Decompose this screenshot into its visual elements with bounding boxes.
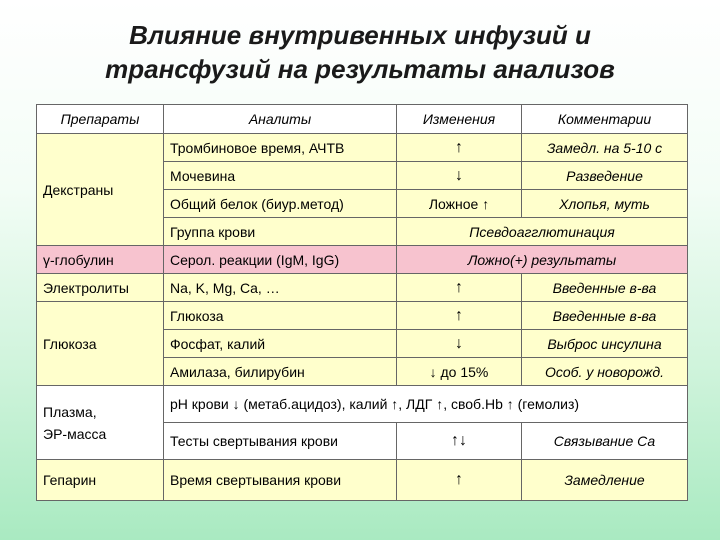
analyte-cell: Мочевина <box>164 162 397 190</box>
analyte-cell: Серол. реакции (IgM, IgG) <box>164 246 397 274</box>
comment-cell: Особ. у новорожд. <box>522 358 688 386</box>
comment-cell: Выброс инсулина <box>522 330 688 358</box>
span-analyte-cell: pH крови ↓ (метаб.ацидоз), калий ↑, ЛДГ ↑, своб.Hb ↑ (гемолиз) <box>164 386 688 423</box>
group-plasma-line-2: ЭР-масса <box>43 425 107 442</box>
change-cell: ↑ <box>397 274 522 302</box>
span-comment-cell: Ложно(+) результаты <box>397 246 688 274</box>
header-analytes: Аналиты <box>164 105 397 134</box>
analyte-cell: Общий белок (биур.метод) <box>164 190 397 218</box>
change-cell: ↑ <box>397 302 522 330</box>
analyte-cell: Время свертывания крови <box>164 460 397 501</box>
analyte-cell: Na, K, Mg, Ca, … <box>164 274 397 302</box>
group-dextrans: Декстраны <box>37 134 164 246</box>
table-row <box>37 460 688 501</box>
analyte-cell: Глюкоза <box>164 302 397 330</box>
comment-cell: Введенные в-ва <box>522 302 688 330</box>
header-drugs: Препараты <box>37 105 164 134</box>
group-heparin: Гепарин <box>37 460 164 501</box>
analyte-cell: Амилаза, билирубин <box>164 358 397 386</box>
change-cell: ↑ <box>397 460 522 501</box>
table-row <box>37 246 688 274</box>
span-comment-cell: Псевдоагглютинация <box>397 218 688 246</box>
analyte-cell: Группа крови <box>164 218 397 246</box>
change-cell: ↑↓ <box>397 423 522 460</box>
change-cell: ↓ <box>397 330 522 358</box>
comment-cell: Введенные в-ва <box>522 274 688 302</box>
header-row <box>37 105 688 134</box>
table-row <box>37 302 688 330</box>
comment-cell: Замедление <box>522 460 688 501</box>
group-glucose: Глюкоза <box>37 302 164 386</box>
change-cell: Ложное ↑ <box>397 190 522 218</box>
group-gamma-globulin: γ-глобулин <box>37 246 164 274</box>
page-title <box>0 18 720 86</box>
header-changes: Изменения <box>397 105 522 134</box>
comment-cell: Разведение <box>522 162 688 190</box>
analyte-cell: Тесты свертывания крови <box>164 423 397 460</box>
analytes-table <box>36 104 688 501</box>
change-cell: ↑ <box>397 134 522 162</box>
table-row <box>37 386 688 423</box>
comment-cell: Связывание Са <box>522 423 688 460</box>
change-cell: ↓ до 15% <box>397 358 522 386</box>
group-plasma-line-1: Плазма, <box>43 403 97 420</box>
comment-cell: Замедл. на 5-10 с <box>522 134 688 162</box>
table-row <box>37 274 688 302</box>
header-comments: Комментарии <box>522 105 688 134</box>
title-line-1: Влияние внутривенных инфузий и <box>129 20 591 50</box>
title-line-2: трансфузий на результаты анализов <box>105 54 615 84</box>
table-row <box>37 134 688 162</box>
analyte-cell: Фосфат, калий <box>164 330 397 358</box>
comment-cell: Хлопья, муть <box>522 190 688 218</box>
change-cell: ↓ <box>397 162 522 190</box>
group-plasma <box>37 386 164 460</box>
group-electrolytes: Электролиты <box>37 274 164 302</box>
analyte-cell: Тромбиновое время, АЧТВ <box>164 134 397 162</box>
